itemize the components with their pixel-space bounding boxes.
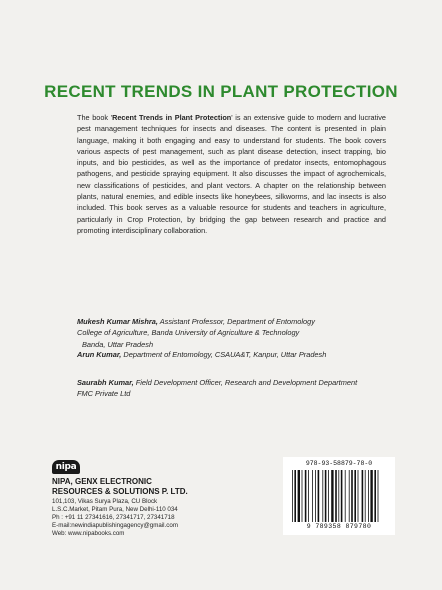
author-1 (77, 316, 397, 350)
author-3-line1: Field Development Officer, Research and Development Department (133, 378, 358, 387)
description-book-title: Recent Trends in Plant Protection (112, 113, 232, 122)
nipa-logo: nipa (52, 460, 80, 474)
author-3-name: Saurabh Kumar, (77, 378, 134, 387)
isbn-text: 978-93-58879-78-0 (305, 460, 373, 467)
barcode-digits: 9 789358 879780 (306, 523, 372, 530)
author-1-name: Mukesh Kumar Mishra, (77, 317, 158, 326)
publisher-name-line1: NIPA, GENX ELECTRONIC (52, 477, 152, 486)
author-1-line3: Banda, Uttar Pradesh (82, 339, 154, 349)
description-body: ' is an extensive guide to modern and lucrative pest management techniques for insects and diseases. The content is presented in plain language, making it both engaging and easy to understand for students. The book covers various aspects of pest management, such as plant disease detection, insect trapping, bio inputs, and bio pesticides, as well as the importance of predator insects, entomophagous pathogens, and pesticide spraying equipment. It also discusses the impact of agrochemicals, new classifications of pesticides, and plant vectors. A chapter on the relationship between plants, natural enemies, and edible insects like honeybees, silkworms, and lac insects is also included. This book serves as a valuable resource for students and teachers in agriculture, particularly in Crop Protection, by bridging the gap between research and practice and promoting interdisciplinary collaboration. (77, 113, 386, 235)
publisher-phone: Ph : +91 11 27341616, 27341717, 27341718 (52, 514, 175, 522)
publisher-name (52, 477, 272, 497)
author-3-line2: FMC Private Ltd (77, 389, 131, 399)
publisher-address-line: L.S.C.Market, Pitam Pura, New Delhi-110 034 (52, 506, 178, 514)
publisher-address-line: 101,103, Vikas Surya Plaza, CU Block (52, 498, 158, 505)
barcode-bars (291, 470, 387, 522)
author-2-line1: Department of Entomology, CSAUA&T, Kanpur, Uttar Pradesh (121, 350, 327, 359)
description-intro: The book ' (77, 113, 113, 122)
publisher-email: E-mail:newindiapublishingagency@gmail.com (52, 522, 178, 530)
publisher-name-line2: RESOURCES & SOLUTIONS P. LTD. (52, 487, 188, 496)
book-title: RECENT TRENDS IN PLANT PROTECTION (44, 82, 398, 101)
author-1-line2: College of Agriculture, Banda University of Agriculture & Technology (77, 328, 300, 338)
author-3 (77, 377, 397, 400)
isbn-barcode (283, 457, 395, 535)
publisher-address (52, 498, 272, 538)
author-1-line1: Assistant Professor, Department of Entomology (157, 317, 315, 326)
book-description (77, 112, 386, 236)
publisher-web: Web: www.nipabooks.com (52, 530, 125, 538)
author-2 (77, 349, 397, 360)
author-2-name: Arun Kumar, (77, 350, 122, 359)
publisher-block (52, 460, 272, 538)
